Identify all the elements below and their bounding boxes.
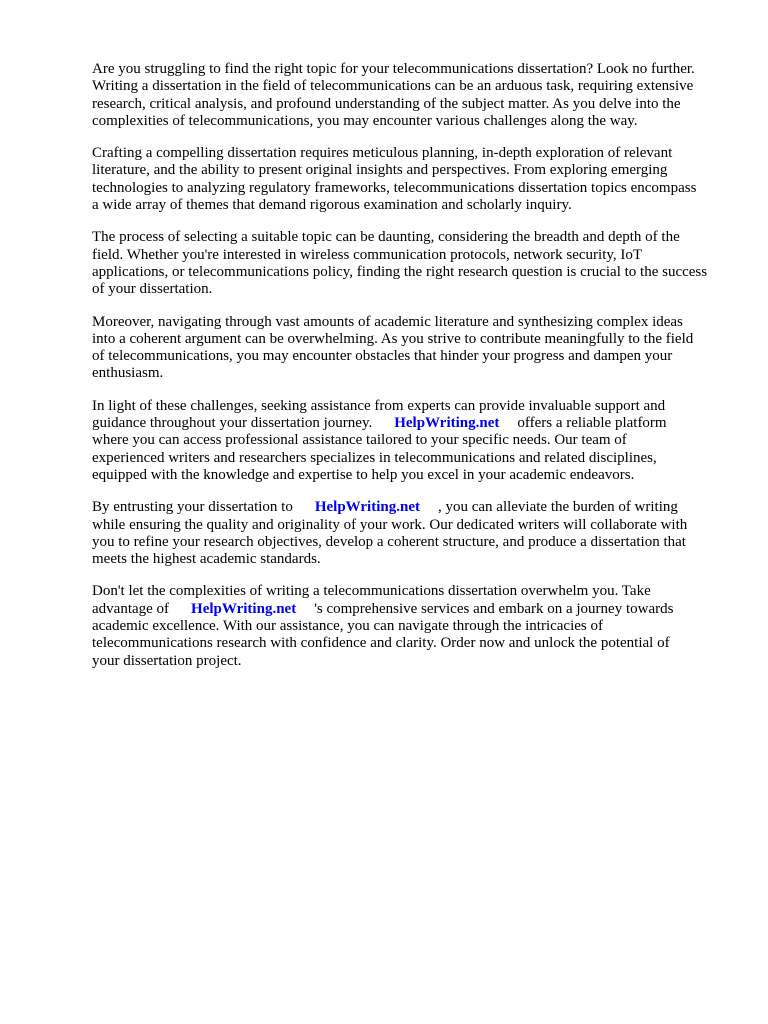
helpwriting-link[interactable]: HelpWriting.net — [394, 415, 500, 432]
paragraph-assistance — [92, 398, 732, 484]
text-line: into a coherent argument can be overwhelming. As you strive to contribute meaningfully to the field — [92, 330, 694, 347]
text-segment: 's comprehensive services and embark on a journey towards — [314, 600, 674, 617]
helpwriting-link[interactable]: HelpWriting.net — [314, 499, 420, 516]
document-body — [92, 61, 732, 685]
text-segment: By entrusting your dissertation to — [92, 499, 293, 516]
text-line: complexities of telecommunications, you may encounter various challenges along the way. — [92, 112, 638, 129]
text-line: equipped with the knowledge and expertise to help you excel in your academic endeavors. — [92, 466, 635, 483]
text-line: The process of selecting a suitable topic can be daunting, considering the breadth and depth of the — [92, 229, 680, 246]
text-line: Don't let the complexities of writing a telecommunications dissertation overwhelm you. Take — [92, 583, 651, 600]
text-line: you to refine your research objectives, develop a coherent structure, and produce a dissertation that — [92, 533, 686, 550]
paragraph-selecting-topic — [92, 229, 732, 298]
text-line: while ensuring the quality and originality of your work. Our dedicated writers will collaborate with — [92, 516, 688, 533]
paragraph-literature — [92, 314, 732, 383]
text-line-with-link — [92, 415, 732, 432]
text-segment: advantage of — [92, 600, 170, 617]
text-segment: guidance throughout your dissertation journey. — [92, 415, 373, 432]
text-segment: offers a reliable platform — [517, 415, 667, 432]
text-line: technologies to analyzing regulatory frameworks, telecommunications dissertation topics encompass — [92, 179, 697, 196]
text-line: Are you struggling to find the right topic for your telecommunications dissertation? Look no further. — [92, 61, 695, 77]
text-line-with-link — [92, 499, 732, 516]
paragraph-intro — [92, 61, 732, 130]
text-line: Writing a dissertation in the field of telecommunications can be an arduous task, requiring extensive — [92, 78, 694, 95]
text-line: telecommunications research with confidence and clarity. Order now and unlock the potential of — [92, 635, 670, 652]
text-line: Moreover, navigating through vast amounts of academic literature and synthesizing complex ideas — [92, 313, 683, 330]
text-line: literature, and the ability to present original insights and perspectives. From exploring emerging — [92, 162, 668, 179]
paragraph-closing — [92, 583, 732, 669]
text-line: experienced writers and researchers specializes in telecommunications and related disciplines, — [92, 449, 657, 466]
paragraph-crafting — [92, 145, 732, 214]
text-line: applications, or telecommunications policy, finding the right research question is crucial to the success — [92, 263, 708, 280]
text-line: a wide array of themes that demand rigorous examination and scholarly inquiry. — [92, 197, 572, 214]
helpwriting-link[interactable]: HelpWriting.net — [191, 600, 297, 617]
text-segment: , you can alleviate the burden of writing — [437, 499, 678, 516]
text-line: research, critical analysis, and profound understanding of the subject matter. As you delve into the — [92, 95, 681, 112]
paragraph-entrusting — [92, 499, 732, 568]
text-line: In light of these challenges, seeking assistance from experts can provide invaluable support and — [92, 397, 666, 414]
text-line: enthusiasm. — [92, 365, 164, 382]
text-line: academic excellence. With our assistance, you can navigate through the intricacies of — [92, 618, 603, 635]
text-line-with-link — [92, 601, 732, 618]
text-line: field. Whether you're interested in wireless communication protocols, network security, IoT — [92, 246, 643, 263]
text-line: your dissertation project. — [92, 652, 242, 669]
text-line: of telecommunications, you may encounter obstacles that hinder your progress and dampen your — [92, 348, 673, 365]
text-line: of your dissertation. — [92, 281, 213, 298]
text-line: meets the highest academic standards. — [92, 551, 321, 568]
text-line: Crafting a compelling dissertation requires meticulous planning, in-depth exploration of relevant — [92, 145, 673, 162]
text-line: where you can access professional assistance tailored to your specific needs. Our team of — [92, 432, 627, 449]
